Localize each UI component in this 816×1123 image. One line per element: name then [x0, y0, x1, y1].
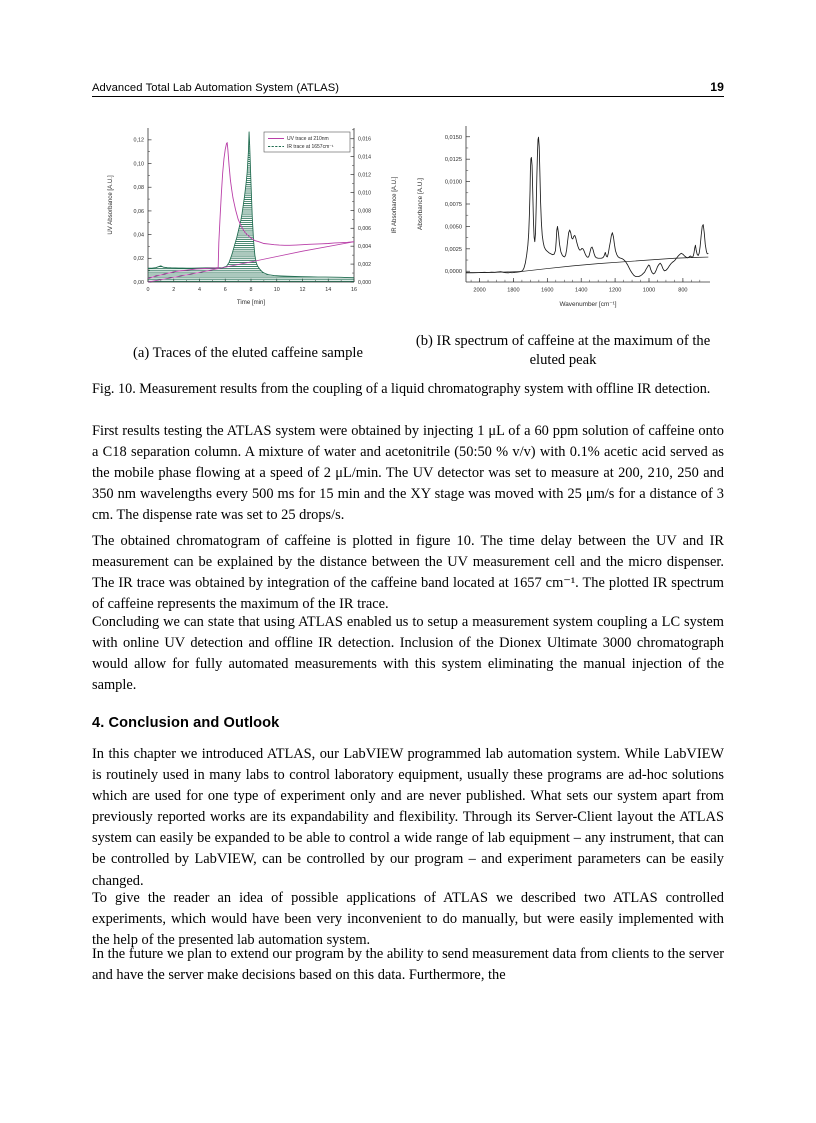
x-tick-label: 800: [678, 287, 688, 294]
subcaption-a: (a) Traces of the eluted caffeine sample: [133, 345, 363, 361]
subcaption-b: (b) IR spectrum of caffeine at the maximum of the eluted peak: [415, 333, 711, 368]
x-tick-label: 1400: [574, 287, 588, 294]
paragraph-future: In the future we plan to extend our program by the ability to send measurement data from clients to the server and have the server make decisions based on this data. Furthermore, the: [92, 946, 724, 984]
y-axis-label-left: UV Absorbance [A.U.]: [107, 175, 114, 235]
x-tick-label: 16: [351, 287, 357, 293]
x-tick-label: 12: [299, 287, 306, 293]
y-tick-label-right: 0,016: [358, 136, 371, 143]
y-tick-label: 0,0150: [444, 134, 462, 141]
chart-b-canvas: [410, 114, 722, 332]
y-tick-label-left: 0,00: [133, 279, 144, 286]
figure-subcaptions: [92, 332, 724, 378]
y-tick-label-left: 0,12: [133, 137, 144, 144]
x-axis-label: Time [min]: [236, 299, 266, 306]
x-tick-label: 2: [172, 287, 176, 293]
chart-a-canvas: [100, 114, 405, 332]
y-tick-label-right: 0,006: [358, 226, 371, 233]
page-header: [92, 80, 724, 97]
y-tick-label: 0,0050: [444, 224, 462, 231]
x-tick-label: 4: [198, 287, 201, 293]
section-heading-conclusion: 4. Conclusion and Outlook: [92, 715, 280, 731]
y-tick-label-left: 0,04: [133, 232, 144, 239]
paragraph-chapter-intro: In this chapter we introduced ATLAS, our LabVIEW programmed lab automation system. While LabVIEW is routinely used in many labs to control laboratory equipment, usually these programs are ad-hoc solutions which are used for one type of experiment only and are never published. What sets our system apart from previously reported works are its expandability and flexibility. Through its Server-Client layout the ATLAS system can easily be expanded to be able to control a wide range of lab equipment – any instrument, that can be controlled by LabVIEW, can be controlled by our program – and experiment parameters can be easily changed.: [92, 746, 724, 889]
legend-label-uv: UV trace at 210nm: [287, 136, 329, 143]
y-tick-label-right: 0,000: [358, 279, 371, 286]
x-tick-label: 1800: [507, 287, 520, 294]
paragraph-concluding: Concluding we can state that using ATLAS enabled us to setup a measurement system coupling a LC system with online UV detection and offline IR detection. Inclusion of the Dionex Ultimate 3000 chromatograph would allow for fully automated measurements with this system eliminating the manual injection of the sample.: [92, 614, 724, 694]
y-tick-label: 0,0025: [444, 246, 462, 253]
header-title: Advanced Total Lab Automation System (ATLAS): [92, 82, 340, 94]
y-tick-label-right: 0,012: [358, 172, 371, 179]
page-number: 19: [710, 80, 724, 94]
y-tick-label: 0,0100: [444, 179, 462, 186]
paragraph-chromatogram: The obtained chromatogram of caffeine is plotted in figure 10. The time delay between the UV and IR measurement can be explained by the distance between the UV measurement cell and the micro dispenser. The IR trace was obtained by integration of the caffeine band located at 1657 cm⁻¹. The plotted IR spectrum of caffeine represents the maximum of the IR trace.: [92, 533, 724, 613]
y-tick-label: 0,0000: [444, 269, 462, 276]
figure-a-chromatogram: [100, 114, 405, 332]
y-tick-label: 0,0125: [444, 157, 462, 164]
chart-b-plot: [417, 126, 710, 308]
y-tick-label: 0,0075: [444, 202, 462, 208]
ir-baseline-line: [466, 257, 708, 273]
y-tick-label-right: 0,014: [358, 154, 371, 161]
y-tick-label-right: 0,002: [358, 261, 371, 268]
figure-row: [92, 114, 724, 336]
x-tick-label: 1200: [608, 287, 622, 294]
x-tick-label: 1600: [541, 287, 554, 294]
paragraph-first-results: First results testing the ATLAS system were obtained by injecting 1 μL of a 60 ppm solution of caffeine onto a C18 separation column. A mixture of water and acetonitrile (50:50 % v/v) with 0.1% acetic acid served as the mobile phase flowing at a speed of 2 μL/min. The UV detector was set to measure at 200, 210, 250 and 350 nm wavelengths every 500 ms for 15 min and the XY stage was moved with 25 μm/s for a distance of 3 cm. The dispense rate was set to 25 drops/s.: [92, 423, 724, 524]
x-tick-label: 10: [273, 287, 280, 293]
x-tick-label: 0: [146, 287, 150, 293]
y-tick-label-left: 0,02: [133, 256, 144, 263]
y-tick-label-left: 0,10: [133, 161, 144, 168]
y-tick-label-right: 0,004: [358, 244, 371, 251]
y-tick-label-left: 0,08: [133, 185, 144, 192]
y-tick-label-right: 0,010: [358, 190, 371, 197]
y-tick-label-right: 0,008: [358, 208, 371, 215]
y-tick-label-left: 0,06: [133, 208, 144, 215]
figure-b-ir-spectrum: [410, 114, 722, 332]
x-tick-label: 6: [223, 287, 227, 293]
ir-spectrum-line: [466, 137, 708, 276]
paragraph-applications: To give the reader an idea of possible applications of ATLAS we described two ATLAS controlled experiments, which would have been very inconvenient to do manually, but were easily implemented with the help of the presented lab automation system.: [92, 890, 724, 949]
legend-label-ir: IR trace at 1657cm⁻¹: [287, 144, 334, 151]
figure-caption: Fig. 10. Measurement results from the coupling of a liquid chromatography system with offline IR detection.: [92, 381, 711, 397]
x-tick-label: 2000: [473, 287, 486, 294]
x-tick-label: 1000: [642, 287, 656, 294]
chart-a-legend: [264, 132, 350, 152]
x-tick-label: 8: [249, 287, 253, 293]
y-axis-label-right: IR Absorbance [A.U.]: [391, 176, 398, 234]
x-tick-label: 14: [325, 287, 332, 293]
y-axis-label: Absorbance [A.U.]: [417, 178, 424, 230]
chart-a-plot: [107, 128, 398, 306]
x-axis-label: Wavenumber [cm⁻¹]: [559, 301, 617, 308]
